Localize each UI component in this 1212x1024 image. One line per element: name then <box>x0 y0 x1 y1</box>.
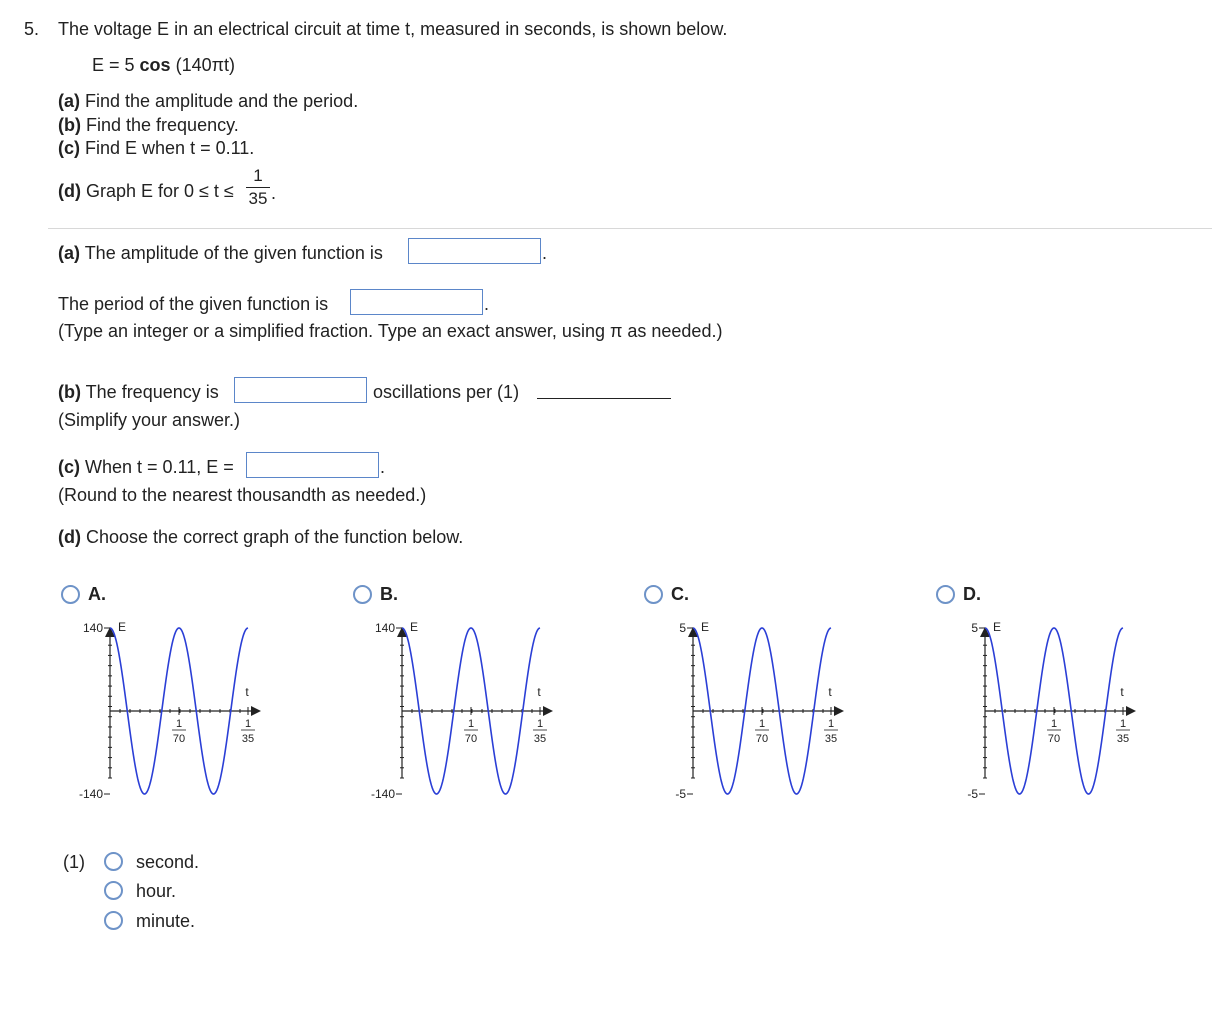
y-tick-label-max: 5 <box>679 621 686 635</box>
fraction-numerator: 1 <box>253 166 263 185</box>
y-tick-label-max: 140 <box>82 621 103 635</box>
part-d-fraction <box>246 166 270 209</box>
answer-c-hint: (Round to the nearest thousandth as needed.) <box>58 485 427 505</box>
question-number: 5. <box>24 19 40 39</box>
x-tick-denominator: 35 <box>824 733 838 745</box>
answer-d-label: (d) <box>58 527 81 547</box>
y-tick-label-min: -5 <box>967 787 978 801</box>
part-a-label: (a) <box>58 91 80 111</box>
x-axis-label: t <box>828 685 832 699</box>
option-c-radio[interactable] <box>644 585 663 604</box>
answer-a-amplitude <box>58 242 383 264</box>
graph-option-b[interactable] <box>360 612 560 801</box>
x-tick-denominator: 35 <box>533 733 547 745</box>
part-b-text: Find the frequency. <box>86 115 239 135</box>
equation-arg: (140πt) <box>175 55 236 75</box>
answer-a-amplitude-text: The amplitude of the given function is <box>84 243 383 263</box>
option-d-label: D. <box>963 584 981 604</box>
x-tick-numerator: 1 <box>244 718 252 730</box>
y-tick-label-min: -140 <box>78 787 103 801</box>
y-tick-label-max: 5 <box>971 621 978 635</box>
y-tick-label-max: 140 <box>374 621 395 635</box>
x-tick-denominator: 70 <box>755 733 769 745</box>
option-hour-radio[interactable] <box>104 881 123 900</box>
y-tick-label-min: -140 <box>370 787 395 801</box>
answer-a-period-text: The period of the given function is <box>58 294 329 314</box>
part-d-text: Graph E for 0 ≤ t ≤ <box>86 181 234 201</box>
x-axis-label: t <box>537 685 541 699</box>
x-axis-label: t <box>1120 685 1124 699</box>
x-tick-denominator: 35 <box>1116 733 1130 745</box>
amplitude-period-mark: . <box>542 243 548 263</box>
option-hour-label: hour. <box>136 881 177 901</box>
option-d-radio[interactable] <box>936 585 955 604</box>
x-axis-label: t <box>245 685 249 699</box>
x-tick-denominator: 70 <box>172 733 186 745</box>
y-tick-label-min: -5 <box>675 787 686 801</box>
answer-c-label: (c) <box>58 457 80 477</box>
x-axis-arrow <box>543 706 553 716</box>
answer-d <box>58 526 463 548</box>
option-a-label: A. <box>88 584 106 604</box>
part-d-label: (d) <box>58 181 81 201</box>
part-b-label: (b) <box>58 115 81 135</box>
option-b-label: B. <box>380 584 398 604</box>
option-c-label: C. <box>671 584 689 604</box>
option-second-label: second. <box>136 852 200 872</box>
x-tick-numerator: 1 <box>536 718 544 730</box>
answer-a-hint: (Type an integer or a simplified fraction. Type an exact answer, using π as needed.) <box>58 321 723 341</box>
divider <box>48 228 1212 229</box>
option-b-radio[interactable] <box>353 585 372 604</box>
part-c-question <box>58 137 254 159</box>
answer-d-text: Choose the correct graph of the function below. <box>86 527 464 547</box>
question-prompt: The voltage E in an electrical circuit at time t, measured in seconds, is shown below. <box>58 19 728 39</box>
x-tick-numerator: 1 <box>1119 718 1127 730</box>
x-tick-denominator: 70 <box>1047 733 1061 745</box>
answer-b-frequency <box>58 381 219 403</box>
y-axis-label: E <box>410 620 419 634</box>
graph-option-d[interactable] <box>943 612 1143 801</box>
x-tick-numerator: 1 <box>1050 718 1058 730</box>
voltage-mark: . <box>380 457 386 477</box>
fraction-denominator: 35 <box>248 189 268 208</box>
period-mark: . <box>484 294 490 314</box>
x-axis-arrow <box>834 706 844 716</box>
option-minute-label: minute. <box>136 911 196 931</box>
part-a-text: Find the amplitude and the period. <box>85 91 359 111</box>
y-axis-label: E <box>993 620 1002 634</box>
graph-option-c[interactable] <box>651 612 851 801</box>
x-tick-numerator: 1 <box>758 718 766 730</box>
option-a-radio[interactable] <box>61 585 80 604</box>
y-axis-label: E <box>701 620 710 634</box>
equation-lhs: E = 5 <box>92 55 135 75</box>
x-tick-numerator: 1 <box>467 718 475 730</box>
part-a-question <box>58 90 358 112</box>
x-axis-arrow <box>251 706 261 716</box>
part-c-label: (c) <box>58 138 80 158</box>
x-tick-denominator: 70 <box>464 733 478 745</box>
dropdown-label: (1) <box>63 852 85 872</box>
amplitude-input[interactable] <box>408 238 541 264</box>
answer-c-text: When t = 0.11, E = <box>85 457 234 477</box>
part-d-suffix: . <box>271 183 277 203</box>
part-d-question <box>58 180 234 202</box>
equation-func: cos <box>139 55 171 75</box>
answer-c <box>58 456 234 478</box>
frequency-input[interactable] <box>234 377 367 403</box>
option-second-radio[interactable] <box>104 852 123 871</box>
unit-dropdown-blank[interactable] <box>537 398 671 399</box>
answer-a-label: (a) <box>58 243 80 263</box>
part-b-question <box>58 114 239 136</box>
y-axis-label: E <box>118 620 127 634</box>
x-tick-numerator: 1 <box>827 718 835 730</box>
part-c-text: Find E when t = 0.11. <box>85 138 255 158</box>
period-input[interactable] <box>350 289 483 315</box>
x-tick-numerator: 1 <box>175 718 183 730</box>
x-axis-arrow <box>1126 706 1136 716</box>
graph-option-a[interactable] <box>68 612 268 801</box>
answer-b-label: (b) <box>58 382 81 402</box>
x-tick-denominator: 35 <box>241 733 255 745</box>
equation <box>92 54 235 76</box>
answer-b-hint: (Simplify your answer.) <box>58 410 241 430</box>
answer-b-text: The frequency is <box>85 382 219 402</box>
option-minute-radio[interactable] <box>104 911 123 930</box>
frequency-unit-text: oscillations per (1) <box>373 382 520 402</box>
voltage-input[interactable] <box>246 452 379 478</box>
